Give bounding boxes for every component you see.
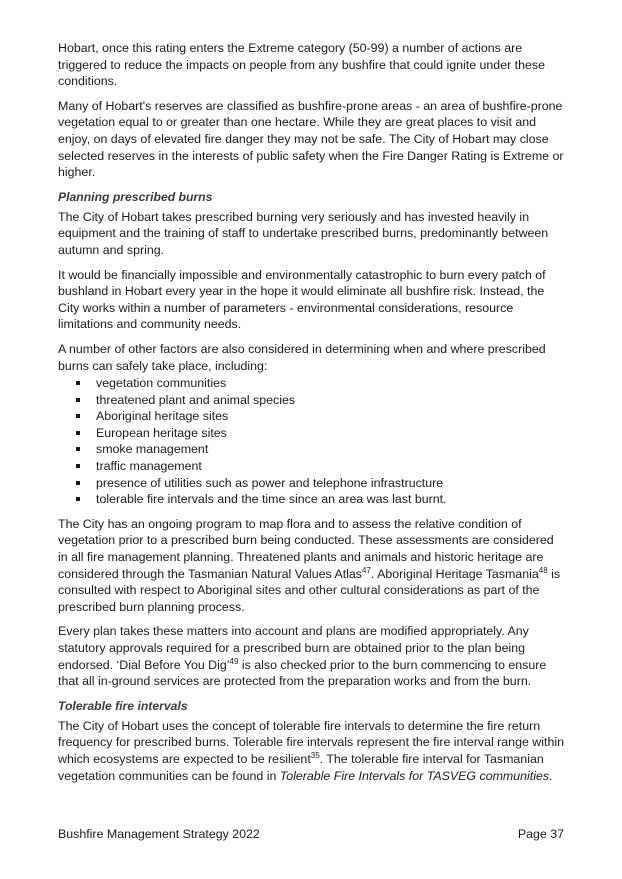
publication-title: Tolerable Fire Intervals for TASVEG communities [279, 768, 550, 783]
list-item: presence of utilities such as power and telephone infrastructure [58, 475, 564, 492]
text-run: is consulted with respect to Aboriginal sites and other cultural considerations as part of the prescribed burn planning process. [58, 566, 561, 614]
paragraph-tolerable-intervals [58, 718, 564, 784]
text-run: . Aboriginal Heritage Tasmania [370, 566, 539, 581]
heading-tolerable-fire-intervals: Tolerable fire intervals [58, 698, 188, 713]
paragraph-prescribed-burning: The City of Hobart takes prescribed burning very seriously and has invested heavily in equipment and the training of staff to undertake prescribed burns, predominantly between autumn and spring. [58, 209, 549, 257]
footnote-ref-48: 48 [538, 565, 548, 575]
list-item: tolerable fire intervals and the time since an area was last burnt. [58, 491, 564, 508]
list-item: European heritage sites [58, 425, 564, 442]
paragraph-statutory-approvals [58, 623, 564, 689]
footnote-ref-35: 35 [310, 750, 320, 760]
heading-planning-prescribed-burns: Planning prescribed burns [58, 189, 213, 204]
paragraph-financially-impossible: It would be financially impossible and environmentally catastrophic to burn every patch of bushland in Hobart every year in the hope it would eliminate all bushfire risk. Instead, the City works within a number of parameters - environmental considerations, resource limitations and community needs. [58, 267, 546, 332]
list-item: Aboriginal heritage sites [58, 408, 564, 425]
text-run: The City has an ongoing program to map flora and to assess the relative condition of vegetation prior to a prescribed burn being conducted. These assessments are considered in all fire management planning. Threatened plants and animals and historic heritage are considered through the Tasmanian Natural Values Atlas [58, 516, 554, 581]
paragraph-flora-mapping [58, 516, 564, 616]
text-run: The City of Hobart uses the concept of tolerable fire intervals to determine the fire return frequency for prescribed burns. Tolerable fire intervals represent the fire interval range within which ecosystems are expected to be resilient [58, 718, 564, 766]
text-run: . [549, 768, 553, 783]
list-item: smoke management [58, 441, 564, 458]
list-item: threatened plant and animal species [58, 392, 564, 409]
footer-document-title: Bushfire Management Strategy 2022 [58, 827, 260, 841]
text-run: Every plan takes these matters into account and plans are modified appropriately. Any statutory approvals required for a prescribed burn are obtained prior to the plan being endorsed. ‘Dial Before You Dig’ [58, 624, 529, 672]
paragraph-extreme-rating: Hobart, once this rating enters the Extreme category (50-99) a number of actions are triggered to reduce the impacts on people from any bushfire that could ignite under these conditions. [58, 41, 545, 89]
paragraph-bushfire-prone-reserves: Many of Hobart's reserves are classified as bushfire-prone areas - an area of bushfire-prone vegetation equal to or greater than one hectare. While they are great places to visit and enjoy, on days of elevated fire danger they may not be safe. The City of Hobart may close selected reserves in the interests of public safety when the Fire Danger Rating is Extreme or higher. [58, 98, 564, 180]
list-item: vegetation communities [58, 375, 564, 392]
footnote-ref-47: 47 [362, 565, 371, 575]
list-item: traffic management [58, 458, 564, 475]
footnote-ref-49: 49 [229, 656, 239, 666]
factors-list [58, 375, 564, 508]
footer-page-number: Page 37 [517, 827, 564, 841]
text-run: . The tolerable fire interval for Tasmanian vegetation communities can be found in [58, 751, 544, 783]
text-run: is also checked prior to the burn commencing to ensure that all in-ground services are protected from the preparation works and from the burn. [58, 657, 547, 689]
paragraph-other-factors: A number of other factors are also considered in determining when and where prescribed burns can safely take place, including: [58, 341, 546, 373]
page-footer [58, 827, 564, 841]
